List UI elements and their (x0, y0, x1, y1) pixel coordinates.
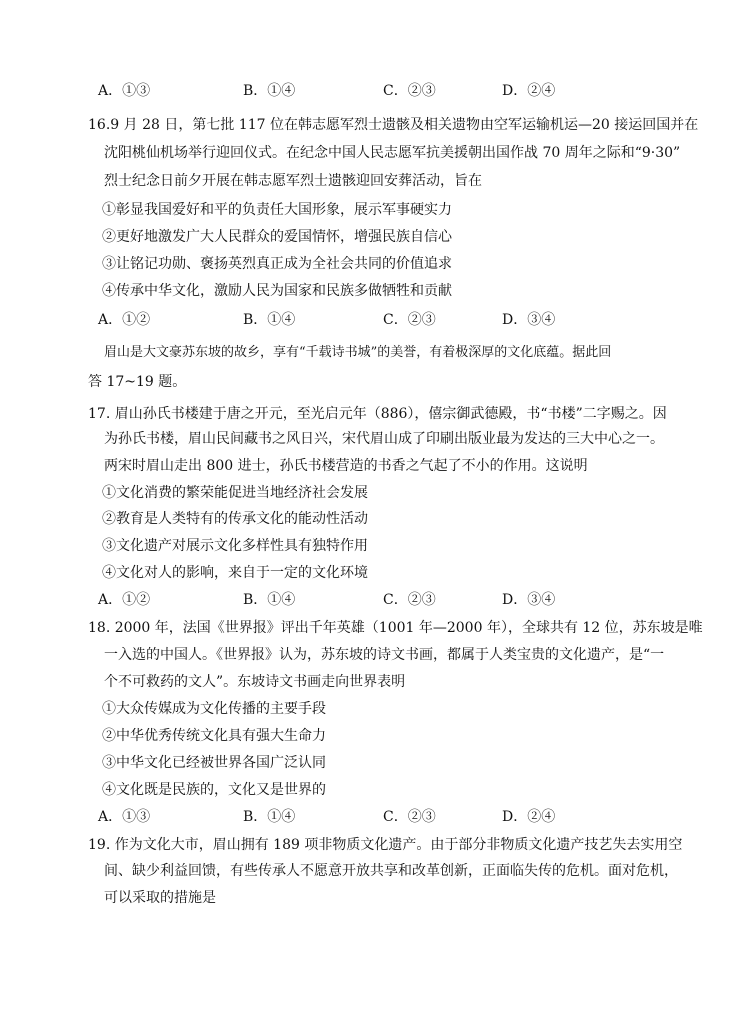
choice-c[interactable]: C．②③ (383, 83, 436, 99)
q18-stem-line-3: 个不可救药的文人”。东坡诗文书画走向世界表明 (104, 674, 406, 690)
q18-option-2: ②中华优秀传统文化具有强大生命力 (102, 728, 326, 744)
q19-stem-line-2: 间、缺少利益回馈，有些传承人不愿意开放共享和改革创新，正面临失传的危机。面对危机， (104, 863, 678, 879)
q17-option-3: ③文化遗产对展示文化多样性具有独特作用 (102, 538, 368, 554)
choice-b[interactable]: B．①④ (243, 312, 296, 328)
q19-stem-line-3: 可以采取的措施是 (104, 890, 216, 906)
choice-c[interactable]: C．②③ (383, 592, 436, 608)
q17-stem-line-3: 两宋时眉山走出 800 进士，孙氏书楼营造的书香之气起了不小的作用。这说明 (104, 458, 588, 474)
q18-option-3: ③中华文化已经被世界各国广泛认同 (102, 755, 326, 771)
q18-stem-line-2: 一入选的中国人。《世界报》认为，苏东坡的诗文书画，都属于人类宝贵的文化遗产，是“一 (104, 647, 665, 663)
choice-b[interactable]: B．①④ (243, 83, 296, 99)
q18-option-4: ④文化既是民族的，文化又是世界的 (102, 782, 326, 798)
choice-d[interactable]: D．③④ (502, 592, 556, 608)
q17-choices (0, 591, 737, 609)
choice-a[interactable]: A．①② (98, 312, 151, 328)
q16-option-2: ②更好地激发广大人民群众的爱国情怀，增强民族自信心 (102, 229, 452, 245)
choice-c[interactable]: C．②③ (383, 809, 436, 825)
choice-d[interactable]: D．③④ (502, 312, 556, 328)
choice-a[interactable]: A．①② (98, 592, 151, 608)
q16-stem-line-2: 沈阳桃仙机场举行迎回仪式。在纪念中国人民志愿军抗美援朝出国作战 70 周年之际和“9·30” (104, 145, 681, 161)
q16-option-4: ④传承中华文化，激励人民为国家和民族多做牺牲和贡献 (102, 283, 452, 299)
q16-option-3: ③让铭记功勋、褒扬英烈真正成为全社会共同的价值追求 (102, 256, 452, 272)
section-intro-line-2: 答 17~19 题。 (88, 374, 187, 390)
choice-d[interactable]: D．②④ (502, 809, 556, 825)
q18-option-1: ①大众传媒成为文化传播的主要手段 (102, 701, 326, 717)
q18-choices (0, 808, 737, 826)
choice-d[interactable]: D．②④ (502, 83, 556, 99)
q17-stem-line-1: 17. 眉山孙氏书楼建于唐之开元，至光启元年（886），僖宗御武德殿，书“书楼”二字赐之。因 (88, 406, 667, 422)
section-intro-line-1: 眉山是大文豪苏东坡的故乡，享有“千载诗书城”的美誉，有着极深厚的文化底蕴。据此回 (104, 345, 612, 360)
choice-b[interactable]: B．①④ (243, 592, 296, 608)
choice-b[interactable]: B．①④ (243, 809, 296, 825)
choice-a[interactable]: A．①③ (98, 809, 151, 825)
choice-a[interactable]: A．①③ (98, 83, 151, 99)
q17-stem-line-2: 为孙氏书楼，眉山民间藏书之风日兴，宋代眉山成了印刷出版业最为发达的三大中心之一。 (104, 431, 664, 447)
q18-stem-line-1: 18. 2000 年，法国《世界报》评出千年英雄（1001 年—2000 年），全球共有 12 位，苏东坡是唯 (88, 620, 703, 636)
q17-option-4: ④文化对人的影响，来自于一定的文化环境 (102, 565, 368, 581)
q19-stem-line-1: 19. 作为文化大市，眉山拥有 189 项非物质文化遗产。由于部分非物质文化遗产技艺失去实用空 (88, 837, 683, 853)
q15-choices (0, 82, 737, 100)
q16-stem-line-1: 16.9 月 28 日，第七批 117 位在韩志愿军烈士遗骸及相关遗物由空军运输机运—20 接运回国并在 (88, 117, 699, 133)
q17-option-2: ②教育是人类特有的传承文化的能动性活动 (102, 511, 368, 527)
q16-option-1: ①彰显我国爱好和平的负责任大国形象，展示军事硬实力 (102, 202, 452, 218)
q16-choices (0, 311, 737, 329)
choice-c[interactable]: C．②③ (383, 312, 436, 328)
q16-stem-line-3: 烈士纪念日前夕开展在韩志愿军烈士遗骸迎回安葬活动，旨在 (104, 173, 482, 189)
q17-option-1: ①文化消费的繁荣能促进当地经济社会发展 (102, 485, 368, 501)
